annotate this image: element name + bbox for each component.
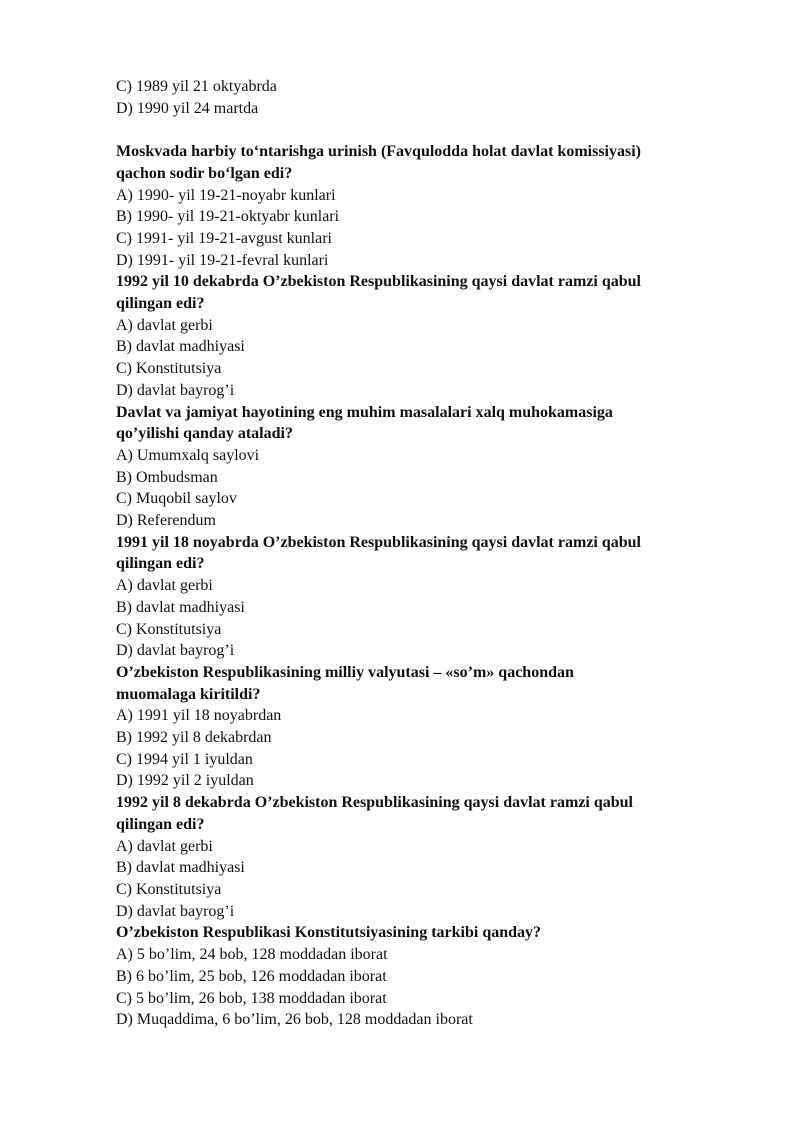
question-2-option-d: D) davlat bayrog’i — [116, 381, 235, 399]
lead-option-d: D) 1990 yil 24 martda — [116, 99, 259, 117]
question-3-option-b: B) Ombudsman — [116, 468, 218, 486]
question-6-line-2: qilingan edi? — [116, 815, 205, 833]
question-5-line-1: O’zbekiston Respublikasining milliy valyutasi – «so’m» qachondan — [116, 663, 574, 681]
question-6-option-a: A) davlat gerbi — [116, 837, 213, 855]
question-6-option-d: D) davlat bayrog’i — [116, 902, 235, 920]
question-3-line-2: qo’yilishi qanday ataladi? — [116, 425, 293, 443]
question-1-option-a: A) 1990- yil 19-21-noyabr kunlari — [116, 186, 336, 204]
question-7-option-a: A) 5 bo’lim, 24 bob, 128 moddadan iborat — [116, 946, 388, 964]
question-1-option-d: D) 1991- yil 19-21-fevral kunlari — [116, 251, 329, 269]
question-3-option-d: D) Referendum — [116, 512, 216, 530]
question-7-option-c: C) 5 bo’lim, 26 bob, 138 moddadan iborat — [116, 989, 387, 1007]
question-1-line-1: Moskvada harbiy to‘ntarishga urinish (Favqulodda holat davlat komissiyasi) — [116, 143, 641, 161]
question-5-option-a: A) 1991 yil 18 noyabrdan — [116, 707, 282, 725]
question-7-option-b: B) 6 bo’lim, 25 bob, 126 moddadan iborat — [116, 967, 387, 985]
question-1-line-2: qachon sodir bo‘lgan edi? — [116, 164, 293, 182]
question-5-line-2: muomalaga kiritildi? — [116, 685, 261, 703]
question-5-option-c: C) 1994 yil 1 iyuldan — [116, 750, 253, 768]
question-4-option-b: B) davlat madhiyasi — [116, 598, 245, 616]
question-4-option-c: C) Konstitutsiya — [116, 620, 222, 638]
question-6-option-b: B) davlat madhiyasi — [116, 859, 245, 877]
question-6-line-1: 1992 yil 8 dekabrda O’zbekiston Respublikasining qaysi davlat ramzi qabul — [116, 794, 633, 812]
question-5-option-b: B) 1992 yil 8 dekabrdan — [116, 729, 272, 747]
question-2-option-a: A) davlat gerbi — [116, 316, 213, 334]
question-4-option-a: A) davlat gerbi — [116, 577, 213, 595]
question-4-option-d: D) davlat bayrog’i — [116, 642, 235, 660]
question-2-line-2: qilingan edi? — [116, 295, 205, 313]
question-5-option-d: D) 1992 yil 2 iyuldan — [116, 772, 254, 790]
question-3-option-c: C) Muqobil saylov — [116, 490, 237, 508]
question-1-option-b: B) 1990- yil 19-21-oktyabr kunlari — [116, 208, 340, 226]
question-3-option-a: A) Umumxalq saylovi — [116, 446, 260, 464]
question-4-line-2: qilingan edi? — [116, 555, 205, 573]
question-7-option-d: D) Muqaddima, 6 bo’lim, 26 bob, 128 moddadan iborat — [116, 1011, 473, 1029]
lead-option-c: C) 1989 yil 21 oktyabrda — [116, 78, 277, 95]
paragraph-gap — [116, 119, 756, 141]
question-1-option-c: C) 1991- yil 19-21-avgust kunlari — [116, 229, 332, 247]
question-3-line-1: Davlat va jamiyat hayotining eng muhim masalalari xalq muhokamasiga — [116, 403, 613, 421]
document-page — [116, 76, 756, 1031]
question-2-option-c: C) Konstitutsiya — [116, 360, 222, 378]
question-6-option-c: C) Konstitutsiya — [116, 881, 222, 898]
question-2-option-b: B) davlat madhiyasi — [116, 338, 245, 356]
question-7-line-1: O’zbekiston Respublikasi Konstitutsiyasining tarkibi qanday? — [116, 924, 542, 942]
question-4-line-1: 1991 yil 18 noyabrda O’zbekiston Respublikasining qaysi davlat ramzi qabul — [116, 533, 641, 551]
question-2-line-1: 1992 yil 10 dekabrda O’zbekiston Respublikasining qaysi davlat ramzi qabul — [116, 273, 641, 291]
